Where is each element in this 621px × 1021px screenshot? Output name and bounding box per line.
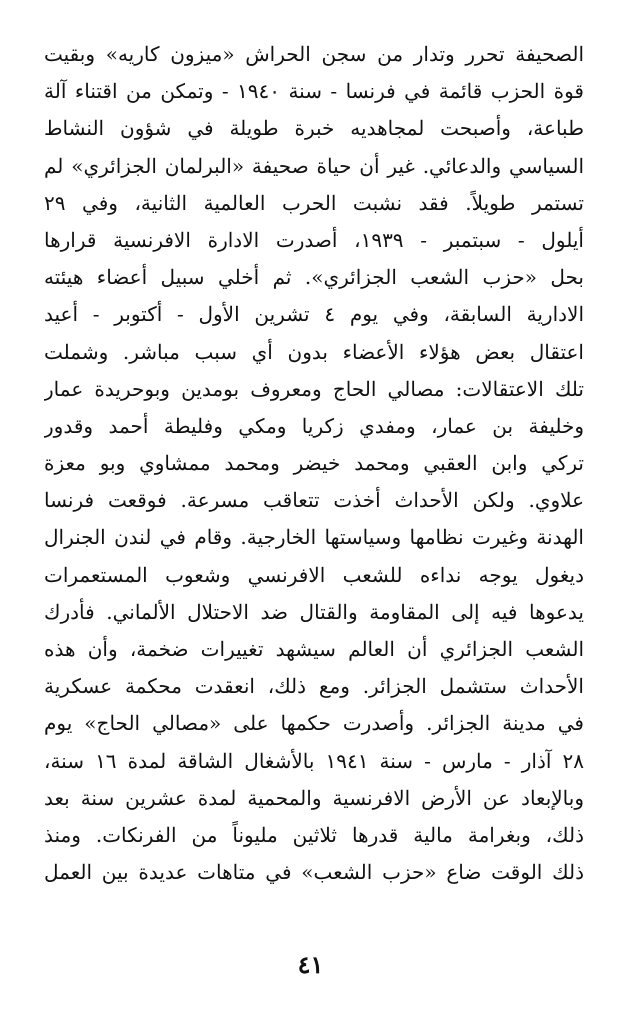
page-number: ٤١ xyxy=(297,950,324,979)
text-line: الصحيفة تحرر وتدار من سجن الحراش «ميزون كاريه» وبقيت xyxy=(44,42,584,66)
text-line: الأحداث ستشمل الجزائر. ومع ذلك، انعقدت محكمة عسكرية xyxy=(44,674,584,699)
text-line: الهدنة وغيرت نظامها وسياستها الخارجية. وقام في لندن الجنرال xyxy=(44,525,584,550)
text-line: ٢٨ آذار - مارس - سنة ١٩٤١ بالأشغال الشاقة لمدة ١٦ سنة، xyxy=(44,748,584,773)
text-line: ذلك الوقت ضاع «حزب الشعب» في متاهات عديدة بين العمل xyxy=(44,860,584,885)
text-line: طباعة، وأصبحت لمجاهديه خبرة طويلة في شؤون النشاط xyxy=(44,116,584,141)
text-line: وخليفة بن عمار، ومفدي زكريا ومكي وفليطة أحمد وقدور xyxy=(44,413,584,438)
text-line: في مدينة الجزائر. وأصدرت حكمها على «مصالي الحاج» يوم xyxy=(44,711,584,736)
text-line: ذلك، وبغرامة مالية قدرها ثلاثين مليوناً من الفرنكات. ومنذ xyxy=(44,822,584,847)
text-line: وبالإبعاد عن الأرض الافرنسية والمحمية لمدة عشرين سنة بعد xyxy=(44,785,584,810)
text-line: ديغول يوجه نداءه للشعب الافرنسي وشعوب المستعمرات xyxy=(44,562,584,587)
text-line: الشعب الجزائري أن العالم سيشهد تغييرات ضخمة، وأن هذه xyxy=(44,637,584,661)
text-line: تركي وابن العقبي ومحمد خيضر ومحمد ممشاوي وبو معزة xyxy=(44,451,584,476)
text-line: تلك الاعتقالات: مصالي الحاج ومعروف بومدين وبوحريدة عمار xyxy=(44,376,584,401)
text-line: قوة الحزب قائمة في فرنسا - سنة ١٩٤٠ - وتمكن من اقتناء آلة xyxy=(44,79,584,104)
text-line: الادارية السابقة، وفي يوم ٤ تشرين الأول - أكتوبر - أعيد xyxy=(44,302,584,327)
body-text xyxy=(44,36,584,891)
text-line: يدعوها فيه إلى المقاومة والقتال ضد الاحتلال الألماني. فأدرك xyxy=(44,599,584,624)
text-line: بحل «حزب الشعب الجزائري». ثم أخلي سبيل أعضاء هيئته xyxy=(44,265,584,290)
text-line: تستمر طويلاً. فقد نشبت الحرب العالمية الثانية، وفي ٢٩ xyxy=(44,190,584,215)
text-line: أيلول - سبتمبر - ١٩٣٩، أصدرت الادارة الافرنسية قرارها xyxy=(44,227,584,252)
text-line: اعتقال بعض هؤلاء الأعضاء بدون أي سبب مباشر. وشملت xyxy=(44,339,584,364)
text-line: علاوي. ولكن الأحداث أخذت تتعاقب مسرعة. فوقعت فرنسا xyxy=(44,488,584,513)
text-line: السياسي والدعائي. غير أن حياة صحيفة «البرلمان الجزائري» لم xyxy=(44,153,584,178)
